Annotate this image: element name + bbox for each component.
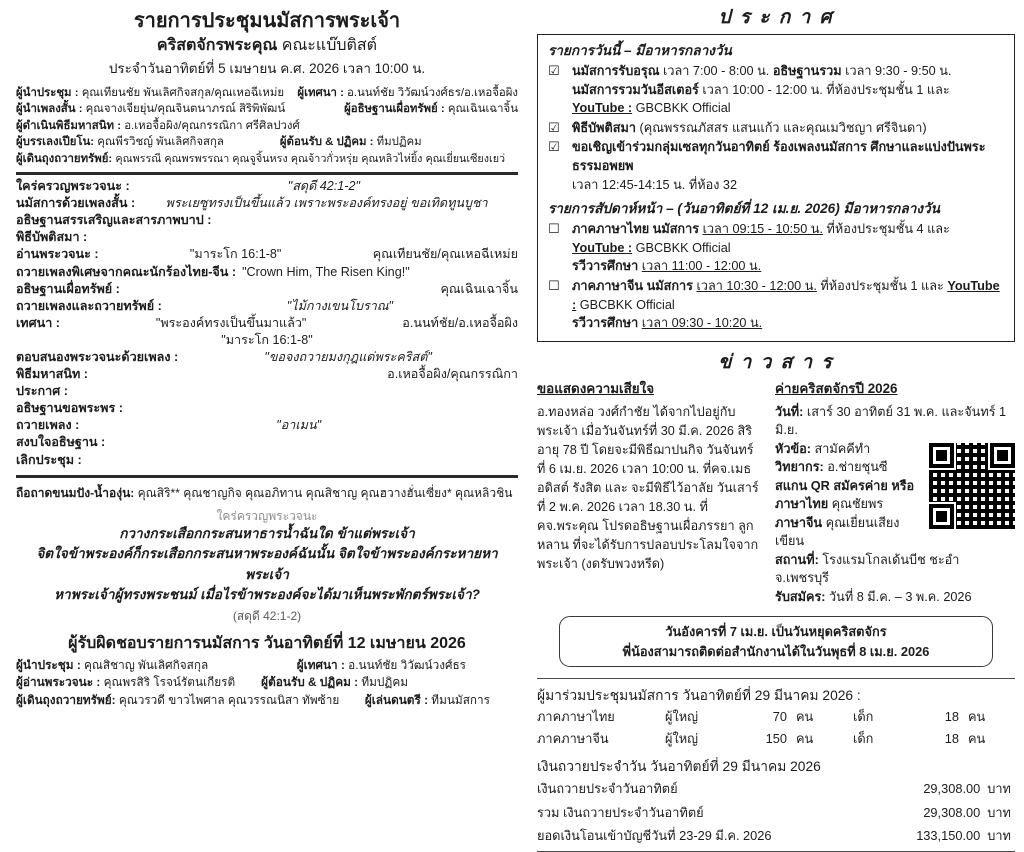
divider: [537, 678, 1015, 679]
offering-unit: บาท: [987, 781, 1011, 797]
attendance-child-count: 18: [944, 730, 959, 746]
qr-finder-icon: [929, 504, 954, 529]
order-center: [88, 366, 387, 383]
communion-servers-names: คุณสิริ** คุณชาญกิจ คุณอภิทาน คุณสิชาญ คุณฮวางฮั่นเซี่ยง* คุณหลิวชิน: [137, 485, 513, 500]
order-center: [123, 400, 518, 417]
order-row: [16, 366, 518, 383]
condolence-body: อ.ทองหล่อ วงศ์กำชัย ได้จากไปอยู่กับพระเจ้า เมื่อวันจันทร์ที่ 30 มี.ค. 2026 สิริอายุ 78 ปี โดยจะมีพิธีฌาปนกิจ วันจันทร์ที่ 6 เม.ย. 2026 เวลา 10:00 น. ที่คจ.เมธอดิสต์ รังสิต และ จะมีพิธีไว้อาลัย วันเสาร์ที่ 2 พ.ค. 2026 เวลา 18.30 น. ที่ คจ.พระคุณ โปรดอธิษฐานเผื่อภรรยา ลูก หลาน ที่จะได้รับการปลอบประโลมใจจากพระเจ้า (งดรับพวงหรีด): [537, 404, 759, 571]
order-center: "ขอจงถวายมงกุฎแด่พระคริสต์": [264, 349, 432, 364]
offering-label: รวม เงินถวายประจำวันอาทิตย์: [537, 804, 704, 820]
camp-row: หัวข้อ: สามัคคีทำ: [775, 441, 871, 456]
offering-amount: 29,308.00: [923, 781, 981, 797]
order-center: [105, 434, 518, 451]
camp-label: ภาษาไทย: [775, 497, 829, 512]
role-value: คุณวรวดี ขาวไพศาล คุณวรรณนิสา ทัพซ้าย: [118, 692, 340, 707]
order-row: [16, 212, 518, 229]
order-row: [16, 315, 518, 332]
announcement-item: [548, 277, 1004, 333]
order-of-service: [16, 178, 518, 469]
order-label: อธิษฐานขอพระพร :: [16, 401, 123, 416]
role-value: ทีมนมัสการ: [431, 692, 490, 707]
order-label: ถวายเพลงพิเศษจากคณะนักร้องไทย-จีน :: [16, 264, 237, 279]
announcement-text: พิธีบัพติสมา (คุณพรรณภัสสร แสนแก้ว และคุณเมวิชญา ศรีจินดา): [572, 120, 927, 135]
attendance-adult-label: ผู้ใหญ่: [665, 709, 699, 725]
role-value: คุณจางเจียยุ่น/คุณจินตนาภรณ์ สิริพิพัฒน์: [85, 103, 286, 116]
underlined-time: เวลา 09:15 - 10:50 น.: [702, 222, 823, 237]
attendance-adult-count: 70: [772, 709, 787, 725]
offering-unit: บาท: [987, 828, 1011, 844]
news-columns: [537, 379, 1015, 607]
role-line: [16, 674, 518, 692]
underlined-time: เวลา 09:30 - 10:20 น.: [641, 316, 763, 331]
communion-servers-label: ถือถาดขนมปัง-น้ำองุ่น:: [16, 485, 138, 500]
order-row: [16, 417, 518, 434]
order-row: [16, 383, 518, 400]
order-right: อ.นนท์ชัย/อ.เหอจื้อผิง: [402, 315, 518, 330]
order-row: [16, 195, 518, 212]
right-column: [537, 6, 1015, 852]
order-row: [16, 434, 518, 451]
youtube-link[interactable]: YouTube :: [572, 278, 1000, 312]
announcement-bold: ภาคภาษาไทย นมัสการ: [572, 222, 703, 237]
qr-code: [929, 443, 1015, 529]
order-row: [16, 400, 518, 417]
role-value: คุณพรสิริ โรจน์รัตนเกียรติ: [103, 675, 236, 690]
camp-label: หัวข้อ:: [775, 441, 812, 456]
underlined-time: เวลา 11:00 - 12:00 น.: [641, 259, 762, 274]
role-value: อ.นนท์ชัย วิวัฒน์วงศ์ธร: [348, 657, 466, 672]
announcement-item: [548, 62, 1004, 118]
condolence-section: [537, 379, 761, 607]
attendance-unit: คน: [796, 730, 814, 746]
order-label: อธิษฐานสรรเสริญและสารภาพบาป :: [16, 213, 212, 228]
camp-label: ภาษาจีน: [775, 515, 823, 530]
offering-label: เงินถวายประจำวันอาทิตย์: [537, 781, 678, 797]
order-center: "สดุดี 42:1-2": [287, 179, 360, 194]
role-line: [16, 118, 518, 134]
attendance-header: ผู้มาร่วมประชุมนมัสการ วันอาทิตย์ที่ 29 มีนาคม 2026 :: [537, 688, 861, 704]
attendance-row: [537, 706, 1015, 728]
offering-row: [537, 777, 1015, 801]
role-label: ผู้เล่นดนตรี :: [364, 692, 432, 707]
service-date-line: ประจำวันอาทิตย์ที่ 5 เมษายน ค.ศ. 2026 เวลา 10:00 น.: [108, 61, 426, 76]
role-value: คุณเทียนชัย พันเลิศกิจสกุล/คุณเหอฉีเหม่ย: [81, 87, 285, 99]
announcement-bold: พิธีบัพติสมา: [572, 120, 636, 135]
announcement-bold: ภาคภาษาจีน นมัสการ: [572, 278, 697, 293]
role-line: [16, 657, 518, 675]
checkbox-unchecked-icon: ☐: [548, 221, 560, 237]
divider: [16, 172, 518, 175]
underlined-time: เวลา 10:30 - 12:00 น.: [696, 278, 817, 293]
role-value: อ.เหอจื้อผิง/คุณกรรณิกา ศรีศิลปวงศ์: [124, 119, 300, 132]
next-week-program-header: รายการสัปดาห์หน้า – (วันอาทิตย์ที่ 12 เม.ย. 2026) มีอาหารกลางวัน: [548, 201, 940, 217]
order-center: "พระองค์ทรงเป็นขึ้นมาแล้ว": [155, 315, 307, 330]
psalm-quote-line: กวางกระเสือกกระสนหาธารน้ำฉันใด ข้าแต่พระเจ้า: [119, 525, 415, 541]
role-label: ผู้เดินถุงถวายทรัพย์:: [16, 692, 119, 707]
order-label: พิธีบัพติสมา :: [16, 230, 88, 245]
role-label: ผู้อธิษฐานเผื่อทรัพย์ :: [344, 103, 448, 116]
checkbox-checked-icon: ☑: [548, 119, 560, 135]
church-name-line: [16, 35, 518, 57]
attendance-adult-label: ผู้ใหญ่: [665, 730, 699, 746]
psalm-quote-line: หาพระเจ้าผู้ทรงพระชนม์ เมื่อไรข้าพระองค์จะได้มาเห็นพระพักตร์พระเจ้า?: [54, 587, 480, 603]
news-title: ข่ า ว ส า ร: [718, 351, 834, 373]
order-label: ใคร่ครวญพระวจนะ :: [16, 179, 130, 194]
announcement-bold: รวีวารศึกษา: [572, 259, 642, 274]
youtube-link[interactable]: YouTube :: [572, 101, 633, 116]
order-center: พระเยซูทรงเป็นขึ้นแล้ว เพราะพระองค์ทรงอยู่ ขอเทิดทูนบูชา: [165, 196, 488, 211]
announcement-bold: ขอเชิญเข้าร่วมกลุ่มเซลทุกวันอาทิตย์ ร้องเพลงนมัสการ ศึกษาและแบ่งปันพระธรรมอพยพ: [572, 140, 986, 173]
role-label: ผู้เทศนา :: [297, 87, 348, 99]
role-value: อ.นนท์ชัย วิวัฒน์วงศ์ธร/อ.เหอจื้อผิง: [347, 87, 518, 99]
order-label: เลิกประชุม :: [16, 452, 82, 467]
divider: [16, 475, 518, 478]
order-center: "ไม้กางเขนโบราณ": [286, 298, 394, 313]
order-center: [82, 452, 518, 469]
attendance-adult-count: 150: [765, 730, 787, 746]
order-label: เทศนา :: [16, 315, 60, 330]
attendance-unit: คน: [968, 730, 986, 746]
offering-amount: 133,150.00: [916, 828, 981, 844]
order-row: [16, 178, 518, 195]
announcements-box: [537, 34, 1015, 342]
role-value: คุณเฉินเฉาจิ้น: [447, 103, 518, 116]
camp-row: วิทยากร: อ.ช่ายชุนซี: [775, 460, 888, 475]
camp-label: วันที่:: [775, 404, 804, 419]
order-label: ตอบสนองพระวจนะด้วยเพลง :: [16, 349, 179, 364]
page-title: รายการประชุมนมัสการพระเจ้า: [133, 10, 401, 32]
announcement-item: [548, 138, 1004, 194]
order-label: ถวายเพลงและถวายทรัพย์ :: [16, 298, 162, 313]
order-row: [16, 349, 518, 366]
order-label: ถวายเพลง :: [16, 418, 80, 433]
order-right: คุณเทียนชัย/คุณเหอฉีเหม่ย: [372, 247, 518, 262]
order-center: "มาระโก 16:1-8": [221, 332, 313, 347]
next-week-roles: [16, 657, 518, 710]
role-line: [16, 134, 518, 150]
camp-row: รับสมัคร: วันที่ 8 มี.ค. – 3 พ.ค. 2026: [775, 589, 972, 604]
qr-finder-icon: [990, 443, 1015, 468]
attendance-child-label: เด็ก: [853, 709, 874, 725]
order-row: [16, 281, 518, 298]
attendance-unit: คน: [796, 709, 814, 725]
camp-row: ภาษาไทย คุณชัยพร: [775, 497, 884, 512]
qr-finder-icon: [929, 443, 954, 468]
order-label: อ่านพระวจนะ :: [16, 247, 99, 262]
order-label: อธิษฐานเผื่อทรัพย์ :: [16, 281, 120, 296]
order-label: สงบใจอธิษฐาน :: [16, 435, 106, 450]
psalm-reference: (สดุดี 42:1-2): [232, 608, 302, 623]
holiday-line: วันอังคารที่ 7 เม.ย. เป็นวันหยุดคริสตจักร: [665, 624, 887, 640]
attendance-unit: คน: [968, 709, 986, 725]
camp-row: สถานที่: โรงแรมโกลเด้นบีช ชะอำ จ.เพชรบุรี: [775, 552, 960, 586]
announcement-item: [548, 220, 1004, 276]
order-row: [16, 298, 518, 315]
communion-servers-line: [16, 485, 518, 502]
announcement-text: นมัสการรับอรุณ เวลา 7:00 - 8:00 น. อธิษฐานรวม เวลา 9:30 - 9:50 น. นมัสการรวมวันอีสเตอร์ เวลา 10:00 - 12:00 น. ที่ห้องประชุมชั้น 1 และ YouTube : GBCBKK Official: [572, 64, 952, 116]
attendance-section: ภาคภาษาไทย: [537, 709, 615, 725]
role-label: ผู้นำประชุม :: [16, 657, 85, 672]
announcement-bold: อธิษฐานรวม: [772, 64, 842, 78]
announcement-bold: รวีวารศึกษา: [572, 316, 642, 331]
checkbox-checked-icon: ☑: [548, 139, 560, 155]
role-label: ผู้เดินถุงถวายทรัพย์:: [16, 152, 116, 165]
announcement-item: [548, 119, 1004, 138]
camp-label: รับสมัคร:: [775, 589, 826, 604]
offering-header: เงินถวายประจำวัน วันอาทิตย์ที่ 29 มีนาคม 2026: [537, 759, 821, 775]
role-line: [16, 151, 518, 167]
order-center: "มาระโก 16:1-8": [189, 247, 282, 262]
order-row: [16, 452, 518, 469]
offering-row: [537, 824, 1015, 848]
announcement-bold: นมัสการรับอรุณ: [572, 64, 660, 78]
attendance-row: [537, 728, 1015, 750]
attendance-section: ภาคภาษาจีน: [537, 730, 609, 746]
church-name: คริสตจักรพระคุณ: [156, 37, 278, 54]
camp-row: ภาษาจีน คุณเยี่ยนเสียงเขียน: [775, 515, 900, 549]
order-center: [211, 212, 518, 229]
youtube-link[interactable]: YouTube :: [572, 240, 633, 255]
condolence-header: ขอแสดงความเสียใจ: [537, 380, 655, 396]
offering-amount: 29,308.00: [923, 804, 981, 820]
camp-label: สถานที่:: [775, 552, 819, 567]
role-label: ผู้นำเพลงสั้น :: [16, 103, 86, 116]
attendance-child-label: เด็ก: [853, 730, 874, 746]
order-label: นมัสการด้วยเพลงสั้น :: [16, 196, 136, 211]
announcement-bold: นมัสการรวมวันอีสเตอร์: [572, 82, 699, 97]
role-value: คุณพรรณี คุณพรพรรณา คุณจูจิ้นหรง คุณจ้าวกั่วหรุ่ย คุณหลิวไห่ยิ้ง คุณเยี่ยนเซียงเยว่: [115, 152, 506, 165]
role-line: [16, 101, 518, 117]
camp-section: [775, 379, 1015, 607]
role-line: [16, 85, 518, 101]
next-week-responsible-title: ผู้รับผิดชอบรายการนมัสการ วันอาทิตย์ที่ 12 เมษายน 2026: [68, 634, 466, 652]
announcement-text: ภาคภาษาจีน นมัสการ เวลา 10:30 - 12:00 น. ที่ห้องประชุมชั้น 1 และ YouTube : GBCBKK Official รวีวารศึกษา เวลา 09:30 - 10:20 น.: [572, 278, 1000, 331]
checkbox-unchecked-icon: ☐: [548, 277, 560, 293]
order-row: [16, 264, 518, 281]
order-center: [87, 229, 518, 246]
psalm-quote-line: จิตใจข้าพระองค์ก็กระเสือกกระสนหาพระองค์ฉันนั้น จิตใจข้าพระองค์กระหายหาพระเจ้า: [36, 546, 498, 582]
role-label: ผู้เทศนา :: [296, 657, 349, 672]
role-value: ทีมปฏิคม: [361, 675, 408, 690]
role-label: ผู้ต้อนรับ & ปฏิคม :: [261, 675, 362, 690]
role-value: คุณสิชาญ พันเลิศกิจสกุล: [84, 657, 209, 672]
role-label: ผู้ดำเนินพิธีมหาสนิท :: [16, 119, 125, 132]
order-center: "Crown Him, The Risen King!": [242, 264, 410, 279]
role-label: ผู้บรรเลงเปียโน:: [16, 136, 98, 149]
holiday-notice-box: [559, 616, 992, 667]
role-value: คุณพีรวิชญ์ พันเลิศกิจสกุล: [97, 136, 224, 149]
holiday-line: พี่น้องสามารถติดต่อสำนักงานได้ในวันพุธที่ 8 เม.ย. 2026: [622, 643, 930, 659]
order-row: [16, 229, 518, 246]
attendance-child-count: 18: [944, 709, 959, 725]
camp-header: ค่ายคริสตจักรปี 2026: [775, 380, 898, 396]
role-label: ผู้อ่านพระวจนะ :: [16, 675, 104, 690]
order-label: ประกาศ :: [16, 384, 68, 399]
order-row: [16, 332, 518, 349]
service-roles: [16, 85, 518, 167]
order-right: อ.เหอจื้อผิง/คุณกรรณิกา: [387, 367, 518, 382]
role-value: ทีมปฏิคม: [376, 136, 422, 149]
order-center: [68, 383, 518, 400]
today-program-header: รายการวันนี้ – มีอาหารกลางวัน: [548, 43, 732, 58]
announcement-text: ขอเชิญเข้าร่วมกลุ่มเซลทุกวันอาทิตย์ ร้องเพลงนมัสการ ศึกษาและแบ่งปันพระธรรมอพยพ เวลา 12:45-14:15 น. ที่ห้อง 32: [572, 140, 986, 192]
camp-label: วิทยากร:: [775, 460, 824, 475]
offering-unit: บาท: [987, 804, 1011, 820]
checkbox-checked-icon: ☑: [548, 63, 560, 78]
camp-label: สแกน QR สมัครค่าย หรือ: [775, 478, 915, 493]
order-center: [120, 281, 441, 298]
order-label: พิธีมหาสนิท :: [16, 367, 88, 382]
order-right: คุณเฉินเฉาจิ้น: [440, 281, 518, 296]
role-label: ผู้นำประชุม :: [16, 87, 82, 99]
offering-label: ยอดเงินโอนเข้าบัญชีวันที่ 23-29 มี.ค. 2026: [537, 828, 772, 844]
announcement-text: ภาคภาษาไทย นมัสการ เวลา 09:15 - 10:50 น. ที่ห้องประชุมชั้น 4 และ YouTube : GBCBKK Official รวีวารศึกษา เวลา 11:00 - 12:00 น.: [572, 222, 950, 274]
role-line: [16, 692, 518, 710]
offering-row: [537, 801, 1015, 825]
order-row: [16, 246, 518, 263]
order-center: "อาเมน": [276, 418, 322, 433]
role-label: ผู้ต้อนรับ & ปฏิคม :: [279, 136, 377, 149]
reflection-label: ใคร่ครวญพระวจนะ: [216, 508, 318, 523]
announcements-title: ป ร ะ ก า ศ: [718, 7, 834, 28]
left-column: [16, 8, 518, 709]
church-denomination: คณะแบ๊บติสต์: [277, 37, 378, 54]
camp-row: วันที่: เสาร์ 30 อาทิตย์ 31 พ.ค. และจันทร์ 1 มิ.ย.: [775, 404, 1007, 438]
